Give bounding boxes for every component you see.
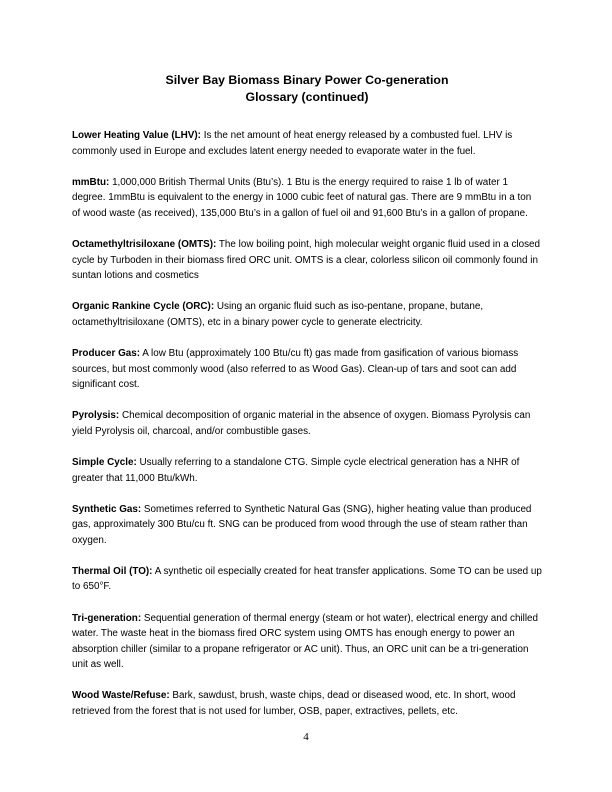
glossary-definition: Is the net amount of heat energy released by a combusted fuel. LHV is commonly used in Europe and excludes latent energy needed to evaporate water in the fuel. bbox=[72, 130, 513, 157]
glossary-term: Simple Cycle: bbox=[72, 456, 137, 468]
glossary-definition: Bark, sawdust, brush, waste chips, dead or diseased wood, etc. In short, wood retrieved from the forest that is not used for lumber, OSB, paper, extractives, pellets, etc. bbox=[72, 690, 516, 718]
glossary-entry bbox=[72, 128, 542, 159]
document-title bbox=[72, 72, 542, 106]
glossary-term: Pyrolysis: bbox=[72, 410, 120, 422]
glossary-term: Octamethyltrisiloxane (OMTS): bbox=[72, 238, 217, 250]
glossary-definition: Sequential generation of thermal energy (steam or hot water), electrical energy and chilled water. The waste heat in the biomass fired ORC system using OMTS has enough energy to power an absorption chiller (similar to a propane refrigerator or AC unit). Thus, an ORC unit can be a tri-generation unit as well. bbox=[72, 612, 539, 671]
glossary-definition: 1,000,000 British Thermal Units (Btu’s). 1 Btu is the energy required to raise 1 lb of water 1 degree. 1mmBtu is equivalent to the energy in 1000 cubic feet of natural gas. There are 9 mmBtu in a ton of wood waste (as received), 135,000 Btu’s in a gallon of fuel oil and 91,600 Btu’s in a gallon of propane. bbox=[72, 176, 532, 219]
glossary-entry bbox=[72, 455, 542, 486]
glossary-term: Wood Waste/Refuse: bbox=[72, 690, 170, 702]
glossary-term: mmBtu: bbox=[72, 176, 110, 188]
glossary-definition: Using an organic fluid such as iso-pentane, propane, butane, octamethyltrisiloxane (OMTS), etc in a binary power cycle to generate electricity. bbox=[72, 301, 484, 328]
glossary-term: Producer Gas: bbox=[72, 347, 141, 359]
glossary-term: Organic Rankine Cycle (ORC): bbox=[72, 301, 215, 313]
glossary-definition: A synthetic oil especially created for heat transfer applications. Some TO can be used up to 650°F. bbox=[72, 565, 542, 593]
glossary-term: Lower Heating Value (LHV): bbox=[72, 130, 201, 141]
glossary-definition: A low Btu (approximately 100 Btu/cu ft) gas made from gasification of various biomass sources, but most commonly wood (also referred to as Wood Gas). Clean-up of tars and soot can add significant cost. bbox=[72, 347, 519, 391]
document-page bbox=[72, 72, 542, 735]
glossary-definition: Sometimes referred to Synthetic Natural Gas (SNG), higher heating value than produced gas, approximately 300 Btu/cu ft. SNG can be produced from wood through the use of steam rather than oxygen. bbox=[72, 503, 532, 546]
glossary-entry bbox=[72, 688, 542, 719]
glossary-entries bbox=[72, 128, 542, 720]
glossary-entry bbox=[72, 408, 542, 439]
glossary-entry bbox=[72, 299, 542, 330]
glossary-term: Tri-generation: bbox=[72, 612, 142, 624]
glossary-entry bbox=[72, 611, 542, 673]
glossary-entry bbox=[72, 346, 542, 393]
glossary-term: Synthetic Gas: bbox=[72, 503, 142, 515]
glossary-term: Thermal Oil (TO): bbox=[72, 565, 153, 577]
glossary-entry bbox=[72, 502, 542, 549]
glossary-definition: Chemical decomposition of organic material in the absence of oxygen. Biomass Pyrolysis can yield Pyrolysis oil, charcoal, and/or combustible gases. bbox=[72, 410, 531, 437]
glossary-definition: Usually referring to a standalone CTG. Simple cycle electrical generation has a NHR of greater that 11,000 Btu/kWh. bbox=[72, 456, 520, 484]
title-line-2: Glossary (continued) bbox=[245, 90, 369, 104]
page-number: 4 bbox=[303, 731, 309, 743]
glossary-entry bbox=[72, 564, 542, 595]
glossary-definition: The low boiling point, high molecular weight organic fluid used in a closed cycle by Turboden in their biomass fired ORC unit. OMTS is a clear, colorless silicon oil commonly found in suntan lotions and cosmetics bbox=[72, 238, 541, 282]
glossary-entry bbox=[72, 175, 542, 222]
title-line-1: Silver Bay Biomass Binary Power Co-generation bbox=[165, 73, 449, 87]
glossary-entry bbox=[72, 237, 542, 284]
